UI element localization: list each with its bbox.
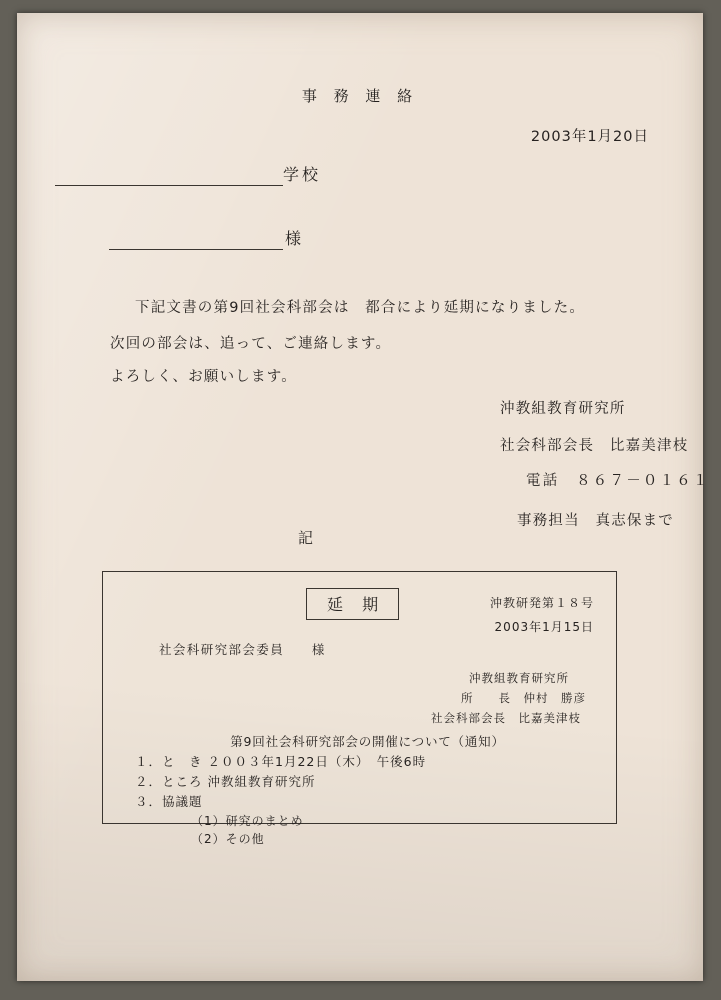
notice-document-number: 沖教研発第１８号: [489, 596, 594, 610]
sender-contact: 事務担当 真志保まで: [517, 513, 674, 529]
notice-item-1: [135, 752, 426, 770]
postponed-stamp: 延 期: [306, 588, 399, 620]
notice-from-organization: 沖教組教育研究所: [469, 671, 569, 685]
sender-chair: 社会科部会長 比嘉美津枝: [500, 438, 689, 454]
notice-from-chair: 社会科部会長 比嘉美津枝: [431, 711, 581, 725]
notice-subitem-2: （2）その他: [191, 832, 265, 846]
school-label: 学校: [283, 165, 322, 184]
ki-mark: 記: [298, 529, 314, 547]
notice-addressee: 社会科研究部会委員 様: [159, 642, 326, 657]
scanned-document-page: [17, 13, 710, 981]
notice-item-1-value: ２００３年1月22日（木） 午後6時: [207, 754, 427, 769]
notice-title: 第9回社会科研究部会の開催について（通知）: [230, 734, 505, 749]
addressee-honorific-label: 様: [285, 229, 305, 248]
body-paragraph-3: よろしく、お願いします。: [110, 369, 297, 385]
notice-item-1-label: と き: [162, 754, 203, 769]
document-date: 2003年1月20日: [530, 129, 649, 145]
body-paragraph-2: 次回の部会は、追って、ご連絡します。: [110, 336, 392, 352]
sender-phone: 電話 ８６７－０１６１: [526, 473, 710, 489]
notice-item-3-label: 協議題: [162, 794, 203, 809]
notice-item-2-no: ２．: [135, 774, 163, 789]
notice-document-date: 2003年1月15日: [494, 620, 594, 634]
school-blank-line: [55, 185, 283, 186]
notice-item-2-label: ところ: [162, 774, 203, 789]
notice-subitem-1: （1）研究のまとめ: [191, 814, 304, 828]
notice-item-2: [135, 772, 316, 790]
notice-item-2-value: 沖教組教育研究所: [207, 774, 316, 789]
document-content: [17, 13, 710, 981]
notice-item-1-no: １．: [135, 754, 163, 769]
notice-item-3: [135, 792, 203, 810]
document-kind-heading: 事 務 連 絡: [301, 87, 419, 105]
notice-item-3-no: ３．: [135, 794, 163, 809]
attached-notice-box: [102, 571, 617, 846]
body-paragraph-1: 下記文書の第9回社会科部会は 都合により延期になりました。: [135, 300, 586, 316]
notice-from-director: 所 長 仲村 勝彦: [461, 691, 586, 705]
sender-organization: 沖教組教育研究所: [500, 401, 626, 417]
addressee-blank-line: [109, 249, 283, 250]
